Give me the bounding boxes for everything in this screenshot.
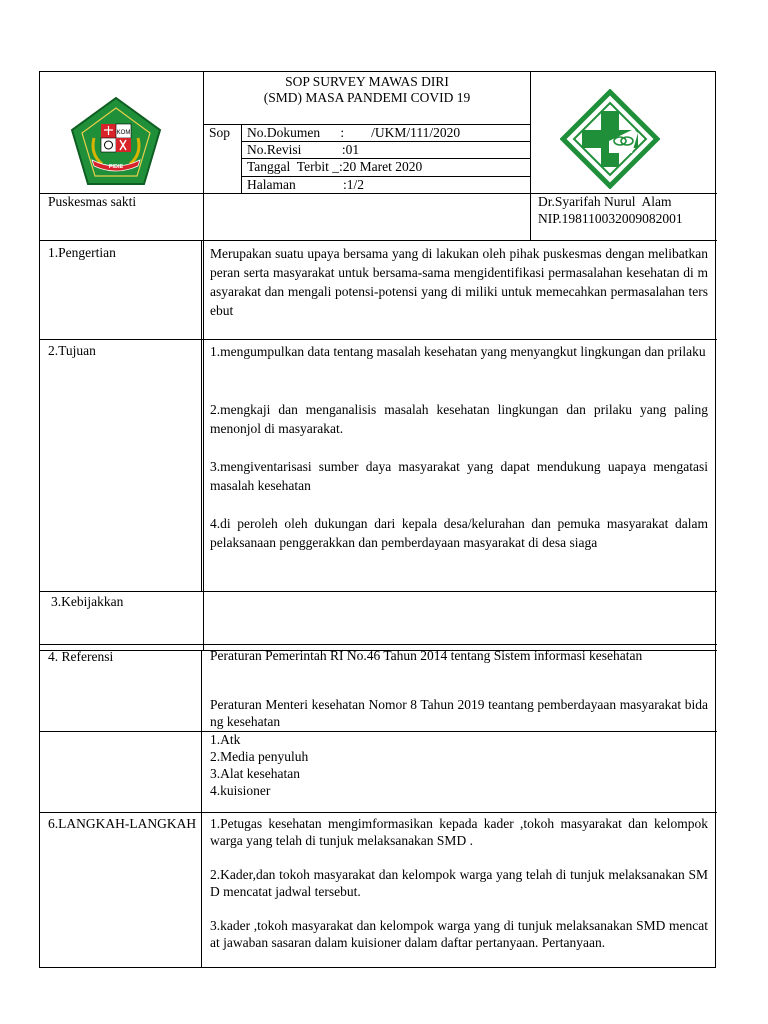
title-line-2: (SMD) MASA PANDEMI COVID 19 [263,90,471,105]
divider [40,731,717,732]
kebijakkan-label: 3.Kebijakkan [51,594,124,609]
tujuan-item: 3.mengiventarisasi sumber daya masyarakat yang dapat mendukung uapaya mengatasi masalah kesehatan [210,459,708,493]
divider [530,193,531,240]
divider [40,339,717,340]
divider [40,591,717,592]
pengertian-label: 1.Pengertian [48,245,116,260]
alat-item: 3.Alat kesehatan [210,766,300,781]
alat-item: 4.kuisioner [210,783,271,798]
halaman: Halaman :1/2 [247,177,364,192]
referensi-item: Peraturan Menteri kesehatan Nomor 8 Tahun 2019 teantang pemberdayaan masyarakat bidang kesehatan [210,697,708,729]
tujuan-item: 4.di peroleh oleh dukungan dari kepala desa/kelurahan dan pemuka masyarakat dalam pelaksanaan penggerakkan dan pemberdayaan masyarakat di desa siaga [210,516,708,550]
langkah-item: 3.kader ,tokoh masyarakat dan kelompok warga yang di tunjuk melaksanakan SMD mencatat jawaban sasaran dalam kuisioner dalam daftar pertanyaan. Pertanyaan. [210,918,708,950]
divider [201,650,202,968]
referensi-item: Peraturan Pemerintah RI No.46 Tahun 2014 tentang Sistem informasi kesehatan [210,648,643,663]
signer-name: Dr.Syarifah Nurul Alam [538,194,672,209]
document-title [204,74,530,106]
divider [40,240,717,241]
tujuan-item: 2.mengkaji dan menganalisis masalah kesehatan lingkungan dan prilaku yang paling menonjol di masyarakat. [210,402,708,436]
alat-item: 1.Atk [210,732,241,747]
divider [40,644,717,645]
divider [201,240,202,591]
tanggal-terbit: Tanggal Terbit _:20 Maret 2020 [247,159,423,174]
sop-label: Sop [209,125,231,140]
puskesmas-logo [560,89,660,189]
no-revisi: No.Revisi :01 [247,142,360,157]
langkah-item: 2.Kader,dan tokoh masyarakat dan kelompok warga yang telah di tunjuk melaksanakan SMD mencatat jadwal tersebut. [210,867,708,899]
logo-text: KOM [116,130,131,136]
divider [203,72,204,650]
divider [40,812,717,813]
pengertian-text: Merupakan suatu upaya bersama yang di lakukan oleh pihak puskesmas dengan melibatkan peran serta masyarakat untuk bersama-sama mengidentifikasi permasalahan kesehatan di masyarakat dan mengali potensi-potensi yang di miliki untuk memecahkan permasalahan tersebut [210,246,708,318]
langkah-label: 6.LANGKAH-LANGKAH [48,816,197,831]
langkah-item: 1.Petugas kesehatan mengimformasikan kepada kader ,tokoh masyarakat dan kelompok warga yang telah di tunjuk melaksanakan SMD . [210,816,708,848]
no-dokumen: No.Dokumen : /UKM/111/2020 [247,125,461,140]
alat-item: 2.Media penyuluh [210,749,309,764]
sop-document [39,71,716,968]
tujuan-item: 1.mengumpulkan data tentang masalah kesehatan yang menyangkut lingkungan dan prilaku [210,344,706,359]
puskesmas-name: Puskesmas sakti [48,194,137,209]
signer-nip: NIP.198110032009082001 [538,211,683,226]
pidie-regency-logo [68,96,164,192]
title-line-1: SOP SURVEY MAWAS DIRI [285,74,449,89]
logo-banner-text: PIDIE [108,164,124,170]
referensi-label: 4. Referensi [48,649,114,664]
tujuan-label: 2.Tujuan [48,343,96,358]
